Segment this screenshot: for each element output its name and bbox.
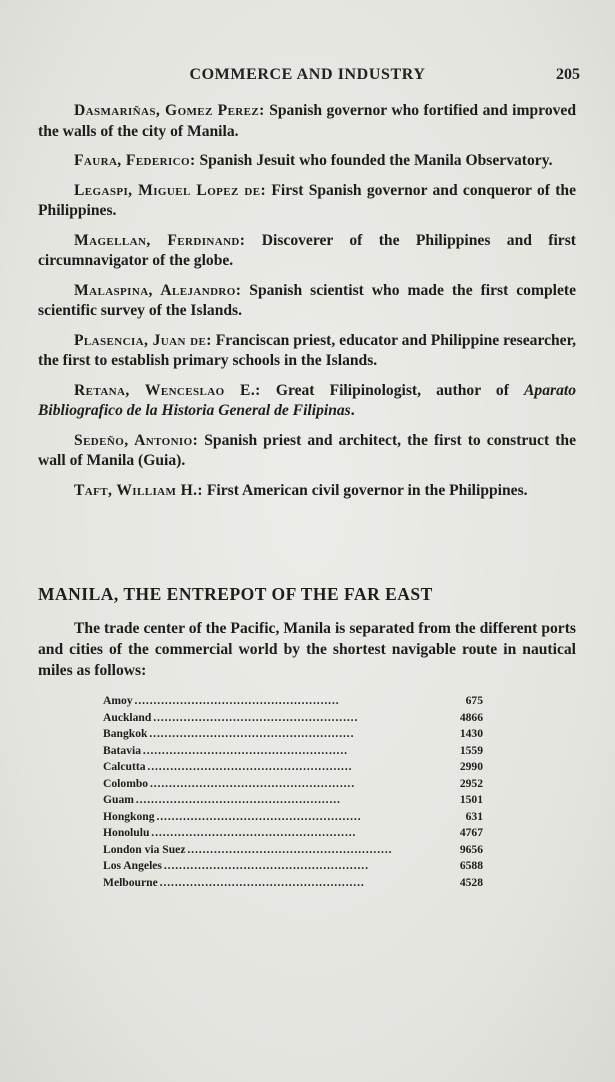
entry-text: Spanish scientist who made the first complete scientific survey of the Islands. xyxy=(38,281,576,319)
nautical-miles: 631 xyxy=(465,809,483,823)
table-row xyxy=(103,711,483,728)
port-name: Calcutta . . . xyxy=(103,760,413,773)
entry-legaspi xyxy=(38,181,576,222)
nautical-miles: 4767 xyxy=(459,826,483,839)
port-name: London via Suez . . . xyxy=(103,843,413,856)
entry-text: Spanish priest and architect, the first to construct the wall of Manila (Guia). xyxy=(38,431,576,469)
entry-name: Faura, Federico: xyxy=(74,152,196,169)
port-name: Bangkok . . . xyxy=(103,727,413,740)
entry-name: Retana, Wenceslao E.: xyxy=(74,381,261,399)
nautical-miles: 1559 xyxy=(459,743,483,757)
table-row xyxy=(103,859,483,876)
entry-sedeno xyxy=(38,431,576,472)
table-row xyxy=(103,793,483,810)
entry-text: Great Filipinologist, author of xyxy=(260,381,524,399)
book-title: Aparato Bibliografico de la Historia General de Filipinas xyxy=(38,381,576,419)
port-name: Amoy . . . xyxy=(103,694,413,707)
section-intro: The trade center of the Pacific, Manila is separated from the different ports and cities of the commercial world by the shortest navigable route in nautical miles as follows: xyxy=(38,620,576,679)
entry-text: First American civil governor in the Philippines. xyxy=(203,481,528,499)
nautical-miles: 675 xyxy=(465,694,483,707)
entry-name: Malaspina, Alejandro: xyxy=(74,281,242,299)
entry-malaspina xyxy=(38,281,576,322)
entry-retana xyxy=(38,381,576,422)
nautical-miles: 2990 xyxy=(459,760,483,773)
entry-text: First Spanish governor and conqueror of the Philippines. xyxy=(38,181,576,219)
entry-dasmarinas xyxy=(38,101,576,142)
port-name: Guam . . . xyxy=(103,793,413,806)
nautical-miles: 4866 xyxy=(459,710,483,724)
port-name: Los Angeles . . . xyxy=(103,859,413,872)
entry-text: Franciscan priest, educator and Philippine researcher, the first to establish primary schools in the Islands. xyxy=(38,331,576,369)
nautical-miles: 1501 xyxy=(459,793,483,806)
port-name: Melbourne . . . xyxy=(103,876,413,889)
entry-name: Legaspi, Miguel Lopez de: xyxy=(74,181,267,199)
distance-table xyxy=(103,694,483,892)
entry-text: Spanish Jesuit who founded the Manila Observatory. xyxy=(195,152,553,169)
nautical-miles: 1430 xyxy=(459,727,483,740)
table-row xyxy=(103,694,483,711)
nautical-miles: 2952 xyxy=(459,776,483,790)
table-row xyxy=(103,727,483,744)
table-row xyxy=(103,843,483,860)
table-row xyxy=(103,760,483,777)
port-name: Batavia . . . xyxy=(103,744,413,757)
table-row xyxy=(103,876,483,893)
entry-name: Dasmariñas, Gomez Perez: xyxy=(74,102,265,119)
port-name: Honolulu . . . xyxy=(103,826,413,839)
port-name: Auckland . . . xyxy=(103,711,413,724)
port-name: Colombo . . . xyxy=(103,777,413,790)
biography-entries xyxy=(38,101,576,510)
entry-magellan xyxy=(38,231,576,272)
entry-tail: . xyxy=(350,402,355,419)
port-name: Hongkong . . . xyxy=(103,810,413,823)
entry-text: Discoverer of the Philippines and first circumnavigator of the globe. xyxy=(38,231,576,269)
entry-plasencia xyxy=(38,331,576,372)
entry-faura xyxy=(38,151,576,172)
table-row xyxy=(103,777,483,794)
entry-name: Taft, William H.: xyxy=(74,481,203,499)
entry-name: Plasencia, Juan de: xyxy=(74,331,212,349)
page-number: 205 xyxy=(556,66,580,83)
entry-text: Spanish governor who fortified and improved the walls of the city of Manila. xyxy=(38,102,577,140)
table-row xyxy=(103,744,483,761)
table-row xyxy=(103,810,483,827)
entry-taft xyxy=(38,481,576,502)
nautical-miles: 4528 xyxy=(459,875,483,889)
running-head xyxy=(0,66,615,90)
entry-name: Magellan, Ferdinand: xyxy=(74,231,246,249)
nautical-miles: 6588 xyxy=(459,859,483,872)
running-title: COMMERCE AND INDUSTRY xyxy=(189,66,426,83)
entry-name: Sedeño, Antonio: xyxy=(74,431,199,449)
section-title: MANILA, THE ENTREPOT OF THE FAR EAST xyxy=(38,584,433,604)
nautical-miles: 9656 xyxy=(459,842,483,856)
table-row xyxy=(103,826,483,843)
